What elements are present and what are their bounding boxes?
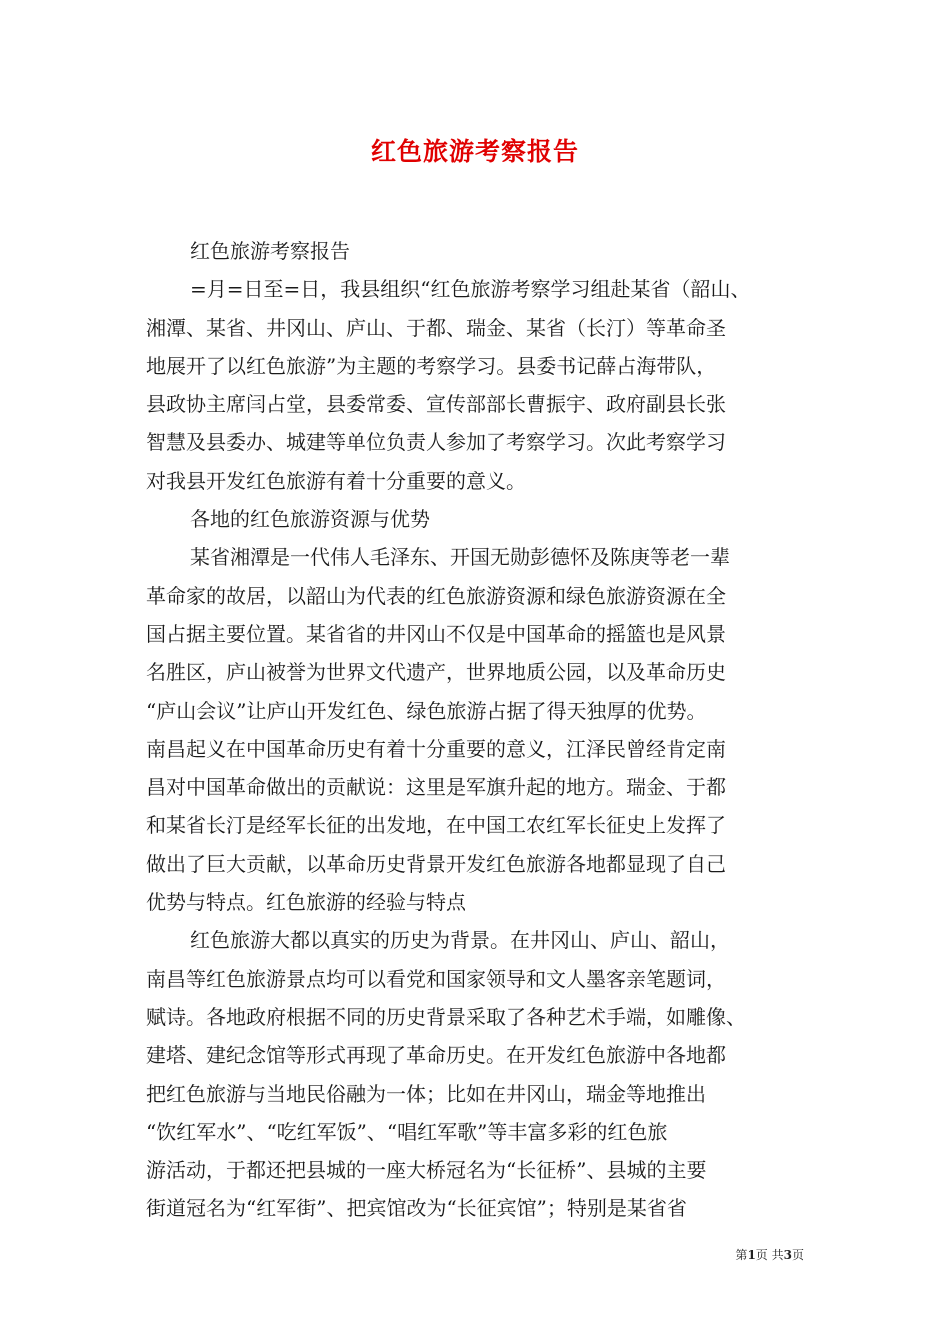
text-line: 对我县开发红色旅游有着十分重要的意义。 xyxy=(146,468,526,493)
footer-suffix: 页 xyxy=(791,1248,804,1262)
text-line: 革命家的故居，以韶山为代表的红色旅游资源和绿色旅游资源在全 xyxy=(146,583,726,608)
text-line: 国占据主要位置。某省省的井冈山不仅是中国革命的摇篮也是风景 xyxy=(146,621,726,646)
text-line: 街道冠名为“红军街”、把宾馆改为“长征宾馆”；特别是某省省 xyxy=(146,1196,687,1221)
footer-middle: 页 共 xyxy=(755,1248,784,1262)
document-title: 红色旅游考察报告 xyxy=(370,137,579,166)
text-line: “饮红军水”、“吃红军饭”、“唱红军歌”等丰富多彩的红色旅 xyxy=(146,1119,668,1144)
footer-total-pages: 3 xyxy=(783,1248,792,1262)
text-line: 名胜区，庐山被誉为世界文代遗产，世界地质公园，以及革命历史 xyxy=(146,660,726,685)
text-line: 优势与特点。红色旅游的经验与特点 xyxy=(146,890,466,915)
text-line: 某省湘潭是一代伟人毛泽东、开国无勋彭德怀及陈庚等老一辈 xyxy=(190,545,730,570)
text-line: 游活动，于都还把县城的一座大桥冠名为“长征桥”、县城的主要 xyxy=(146,1158,707,1183)
document-body xyxy=(146,232,808,1228)
text-line: 红色旅游考察报告 xyxy=(190,239,350,263)
page-footer xyxy=(735,1246,804,1263)
footer-prefix: 第 xyxy=(735,1248,748,1262)
text-line: 南昌起义在中国革命历史有着十分重要的意义，江泽民曾经肯定南 xyxy=(146,736,726,761)
text-line: 赋诗。各地政府根据不同的历史背景采取了各种艺术手端，如雕像、 xyxy=(146,1004,746,1029)
text-line: 湘潭、某省、井冈山、庐山、于都、瑞金、某省（长汀）等革命圣 xyxy=(146,315,726,340)
text-line: 和某省长汀是经军长征的出发地，在中国工农红军长征史上发挥了 xyxy=(146,813,726,838)
text-line: 红色旅游大都以真实的历史为背景。在井冈山、庐山、韶山， xyxy=(190,928,730,953)
text-line: 各地的红色旅游资源与优势 xyxy=(190,507,430,532)
text-line: 建塔、建纪念馆等形式再现了革命历史。在开发红色旅游中各地都 xyxy=(146,1043,726,1068)
text-line: 智慧及县委办、城建等单位负责人参加了考察学习。次此考察学习 xyxy=(146,430,726,455)
text-line: 把红色旅游与当地民俗融为一体；比如在井冈山，瑞金等地推出 xyxy=(146,1081,706,1106)
text-line: 昌对中国革命做出的贡献说：这里是军旗升起的地方。瑞金、于都 xyxy=(146,775,726,800)
text-line: 地展开了以红色旅游”为主题的考察学习。县委书记薛占海带队， xyxy=(146,353,717,378)
text-line: 南昌等红色旅游景点均可以看党和国家领导和文人墨客亲笔题词， xyxy=(146,966,726,991)
text-line: =月=日至=日，我县组织“红色旅游考察学习组赴某省（韶山、 xyxy=(190,277,751,302)
text-line: 做出了巨大贡献，以革命历史背景开发红色旅游各地都显现了自己 xyxy=(146,851,726,876)
footer-page-number: 1 xyxy=(747,1248,756,1262)
text-line: 县政协主席闫占堂，县委常委、宣传部部长曹振宇、政府副县长张 xyxy=(146,392,726,417)
text-line: “庐山会议”让庐山开发红色、绿色旅游占据了得天独厚的优势。 xyxy=(146,698,707,723)
